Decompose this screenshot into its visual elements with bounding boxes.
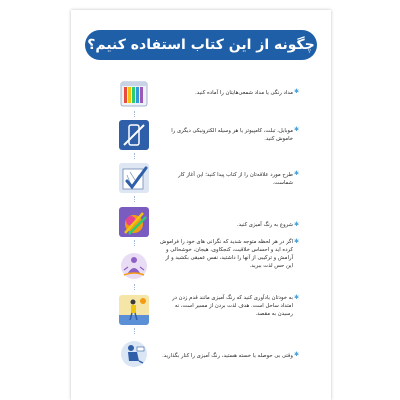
bullet-icon: ✱ (293, 126, 299, 133)
bullet-icon: ✱ (293, 88, 299, 95)
step-text: شروع به رنگ آمیزی کنید. (236, 222, 293, 228)
step-text: طرح مورد علاقه‌تان را از کتاب پیدا کنید؛ این آغاز کار شماست. (178, 172, 293, 186)
step-text: وقتی بی حوصله یا خسته هستید، رنگ آمیزی را کنار بگذارید. (162, 353, 293, 359)
step-text: اگر در هر لحظه متوجه شدید که نگرانی های خود را فراموش کرده اید و احساس خلاقیت، کنجکاوی، هیجان، خوشحالی و آرامش و ترکیبی از آنها را داشتید، نفس عمیقی بکشید و از این حس لذت ببرید. (159, 239, 293, 269)
instruction-page (71, 10, 331, 400)
coloring-pencils-icon (119, 207, 149, 237)
meditation-icon (119, 251, 149, 281)
checkmark-page-icon (119, 163, 149, 193)
bullet-icon: ✱ (293, 294, 299, 301)
page-title: چگونه از این کتاب استفاده کنیم؟ (85, 30, 317, 60)
bullet-icon: ✱ (293, 238, 299, 245)
beach-walk-icon (119, 295, 149, 325)
step-text: مداد رنگی یا مداد شمعی‌هایتان را آماده کنید. (195, 90, 293, 96)
no-phone-icon (119, 120, 149, 150)
bullet-icon: ✱ (293, 170, 299, 177)
bullet-icon: ✱ (293, 221, 299, 228)
crayons-icon (119, 78, 149, 108)
tired-person-icon (119, 339, 149, 369)
step-text: موبایل، تبلت، کامپیوتر یا هر وسیله الکترونیکی دیگری را خاموش کنید. (171, 128, 293, 142)
bullet-icon: ✱ (293, 351, 299, 358)
step-text: به خودتان یادآوری کنید که رنگ آمیزی مانند قدم زدن در امتداد ساحل است. هدف لذت بردن از مسیر است، نه رسیدن به مقصد. (172, 295, 293, 317)
